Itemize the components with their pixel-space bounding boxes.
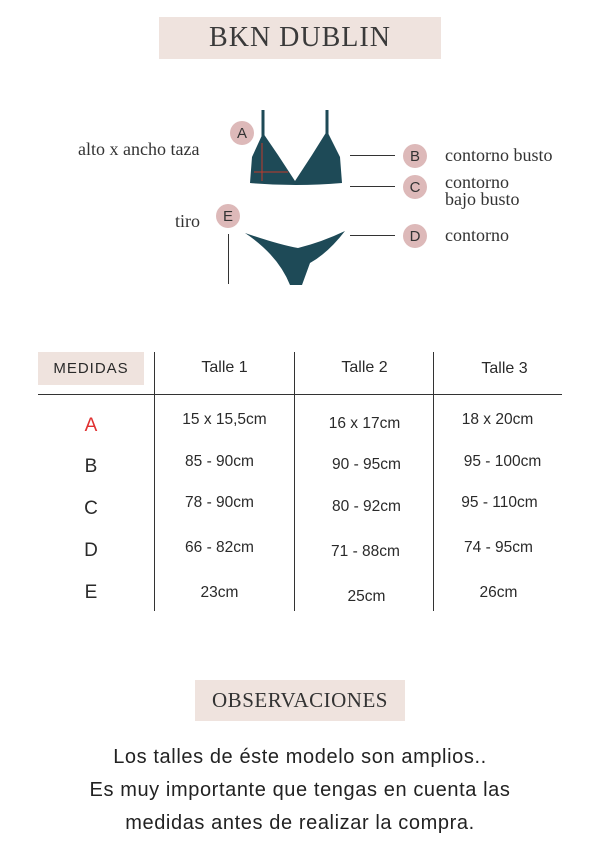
bikini-illustration: [240, 105, 360, 295]
label-hip: contorno: [445, 225, 509, 245]
column-header-talle-1: Talle 1: [201, 359, 248, 376]
row-label-d: D: [84, 540, 98, 561]
page-title: BKN DUBLIN: [159, 17, 441, 59]
marker-c: C: [403, 175, 427, 199]
column-divider-2: [294, 352, 295, 611]
cell-b-talle-2: 90 - 95cm: [332, 456, 401, 473]
cell-c-talle-2: 80 - 92cm: [332, 498, 401, 515]
column-divider-3: [433, 352, 434, 611]
marker-a: A: [230, 121, 254, 145]
cell-a-talle-2: 16 x 17cm: [328, 415, 401, 432]
cell-e-talle-2: 25cm: [347, 588, 386, 605]
marker-b: B: [403, 144, 427, 168]
cell-d-talle-3: 74 - 95cm: [464, 539, 533, 556]
row-label-e: E: [84, 582, 98, 603]
cell-e-talle-3: 26cm: [479, 584, 518, 601]
cell-c-talle-1: 78 - 90cm: [185, 494, 254, 511]
pointer-line-e: [228, 234, 229, 284]
cell-b-talle-3: 95 - 100cm: [463, 453, 542, 470]
observations-line-1: Los talles de éste modelo son amplios..: [113, 746, 487, 768]
marker-e: E: [216, 204, 240, 228]
table-header-label: MEDIDAS: [38, 352, 144, 385]
marker-d: D: [403, 224, 427, 248]
observations-title: OBSERVACIONES: [195, 680, 405, 721]
cell-a-talle-1: 15 x 15,5cm: [182, 411, 267, 428]
cell-e-talle-1: 23cm: [200, 584, 239, 601]
pointer-line-d: [350, 235, 395, 236]
label-underbust: [445, 174, 520, 208]
column-divider-1: [154, 352, 155, 611]
label-rise: tiro: [175, 211, 200, 231]
cell-b-talle-1: 85 - 90cm: [185, 453, 254, 470]
column-header-talle-2: Talle 2: [341, 359, 388, 376]
cell-a-talle-3: 18 x 20cm: [461, 411, 534, 428]
label-underbust-line1: contorno: [445, 172, 509, 192]
label-bust: contorno busto: [445, 145, 553, 165]
row-label-c: C: [84, 498, 98, 519]
observations-line-2: Es muy importante que tengas en cuenta las: [89, 779, 511, 801]
label-cup: alto x ancho taza: [78, 139, 200, 159]
row-label-b: B: [84, 456, 98, 477]
observations-text: [0, 741, 600, 840]
cell-d-talle-2: 71 - 88cm: [331, 543, 400, 560]
label-underbust-line2: bajo busto: [445, 189, 520, 209]
cell-d-talle-1: 66 - 82cm: [185, 539, 254, 556]
pointer-line-b: [350, 155, 395, 156]
pointer-line-c: [350, 186, 395, 187]
table-header-divider: [38, 394, 562, 395]
cell-c-talle-3: 95 - 110cm: [461, 494, 538, 511]
column-header-talle-3: Talle 3: [481, 360, 528, 377]
observations-line-3: medidas antes de realizar la compra.: [125, 812, 475, 834]
row-label-a: A: [84, 415, 98, 436]
